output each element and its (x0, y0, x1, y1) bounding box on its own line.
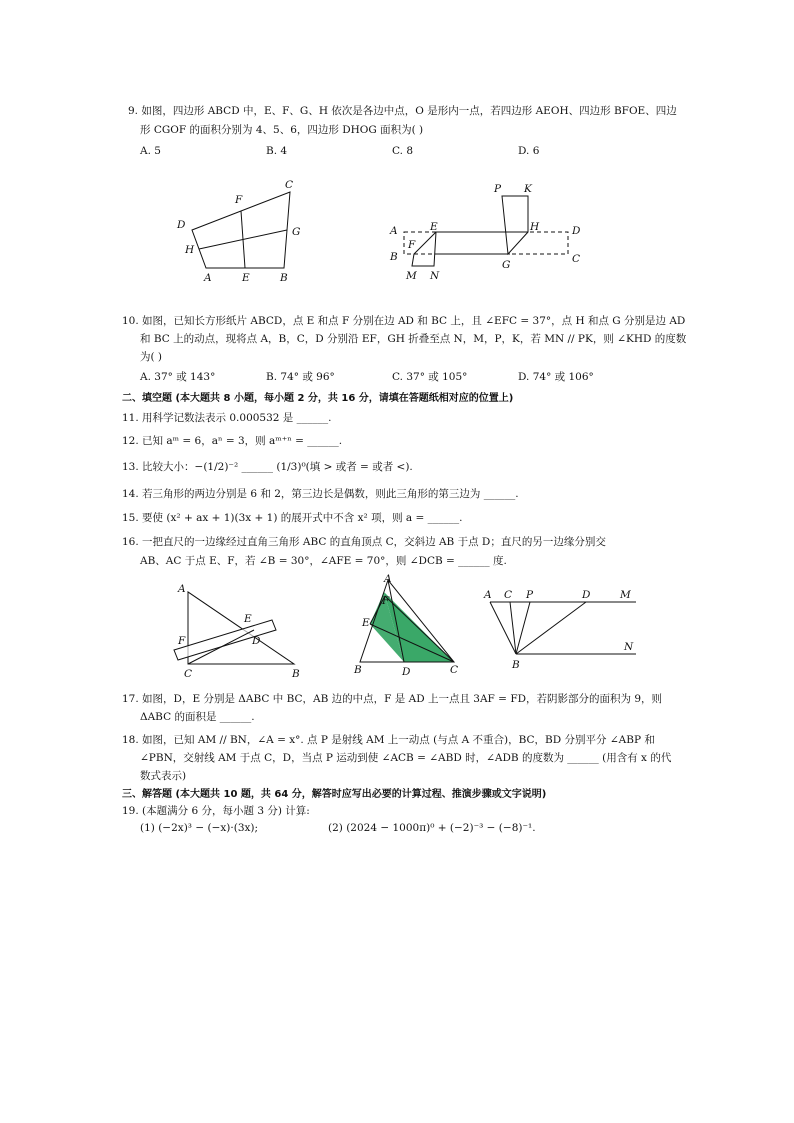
fig18-label-n: N (624, 641, 634, 653)
fig18-label-p: P (526, 589, 534, 601)
q13: 13. 比较大小：−(1/2)⁻² ______ (1/3)⁰(填 > 或者 = 或者 <). (122, 461, 413, 473)
figure-18 (480, 586, 650, 676)
fig17-label-c: C (450, 664, 459, 676)
fig9a-label-h: H (185, 244, 195, 256)
fig9b-label-f: F (408, 239, 416, 251)
fig9b-label-k: K (524, 183, 532, 195)
q18-line1: 18. 如图，已知 AM // BN，∠A = x°. 点 P 是射线 AM 上一动点 (与点 A 不重合)，BC，BD 分别平分 ∠ABP 和 (122, 734, 655, 746)
fig9b-label-a: A (390, 225, 398, 237)
fig9a-label-f: F (235, 194, 243, 206)
fig9a-label-b: B (280, 272, 288, 284)
fig16-label-b: B (292, 668, 300, 680)
fig9b-label-g: G (502, 259, 511, 271)
q12: 12. 已知 aᵐ = 6，aⁿ = 3，则 aᵐ⁺ⁿ = ______. (122, 435, 343, 447)
fig18-label-d: D (582, 589, 591, 601)
q11: 11. 用科学记数法表示 0.000532 是 ______. (122, 412, 332, 424)
section-3-heading: 三、解答题 (本大题共 10 题，共 64 分，解答时应写出必要的计算过程、推演步骤或文字说明) (122, 789, 547, 800)
fig18-label-b: B (512, 659, 520, 671)
section-2-heading: 二、填空题 (本大题共 8 小题，每小题 2 分，共 16 分，请填在答题纸相对应的位置上) (122, 393, 514, 404)
q10-option-b: B. 74° 或 96° (266, 371, 335, 383)
fig18-label-c: C (504, 589, 513, 601)
fig9a-label-e: E (242, 272, 250, 284)
q10-option-d: D. 74° 或 106° (518, 371, 594, 383)
fig16-label-a: A (178, 583, 186, 595)
q17-line1: 17. 如图，D，E 分别是 ΔABC 中 BC，AB 边的中点，F 是 AD 上一点且 3AF = FD，若阴影部分的面积为 9，则 (122, 693, 663, 705)
fig9a-label-a: A (204, 272, 212, 284)
q10-line2: 和 BC 上的动点，现将点 A，B，C，D 分别沿 EF，GH 折叠至点 N，M，P，K，若 MN // PK，则 ∠KHD 的度数 (140, 333, 687, 345)
fig18-label-a: A (484, 589, 492, 601)
q10-line1: 10. 如图，已知长方形纸片 ABCD，点 E 和点 F 分别在边 AD 和 BC 上，且 ∠EFC = 37°，点 H 和点 G 分别是边 AD (122, 315, 686, 327)
q10-option-c: C. 37° 或 105° (392, 371, 468, 383)
fig9a-label-g: G (292, 226, 301, 238)
fig9b-label-d: D (572, 225, 581, 237)
q19-part2: (2) (2024 − 1000π)⁰ + (−2)⁻³ − (−8)⁻¹. (328, 822, 536, 834)
fig16-label-c: C (184, 668, 193, 680)
fig9a-label-c: C (285, 179, 294, 191)
figure-16 (170, 578, 310, 678)
q9-option-b: B. 4 (266, 145, 288, 157)
q9-line1: 9. 如图，四边形 ABCD 中，E、F、G、H 依次是各边中点，O 是形内一点，若四边形 AEOH、四边形 BFOE、四边 (128, 105, 677, 117)
figure-9b (390, 178, 590, 288)
q18-line2: ∠PBN，交射线 AM 于点 C，D，当点 P 运动到使 ∠ACB = ∠ABD 时，∠ADB 的度数为 ______ (用含有 x 的代 (140, 752, 672, 764)
q15: 15. 要使 (x² + ax + 1)(3x + 1) 的展开式中不含 x² 项，则 a = ______. (122, 512, 463, 524)
q16-line1: 16. 一把直尺的一边缘经过直角三角形 ABC 的直角顶点 C，交斜边 AB 于点 D；直尺的另一边缘分别交 (122, 536, 606, 548)
figure-9a (172, 178, 332, 288)
fig9a-label-d: D (177, 219, 186, 231)
q10-line3: 为( ) (140, 351, 163, 363)
fig17-label-f: F (382, 595, 390, 607)
fig9b-label-m: M (406, 270, 417, 282)
q9-option-d: D. 6 (518, 145, 540, 157)
fig17-label-d: D (402, 666, 411, 678)
q14: 14. 若三角形的两边分别是 6 和 2，第三边长是偶数，则此三角形的第三边为 ______. (122, 488, 519, 500)
q19-line1: 19. (本题满分 6 分，每小题 3 分) 计算: (122, 805, 310, 817)
fig9b-label-c: C (572, 253, 581, 265)
fig9b-label-h: H (530, 221, 540, 233)
fig16-label-e: E (244, 613, 252, 625)
fig17-label-b: B (354, 664, 362, 676)
fig9b-label-b: B (390, 251, 398, 263)
fig9b-label-p: P (494, 183, 502, 195)
q9-option-a: A. 5 (140, 145, 161, 157)
fig16-label-d: D (252, 635, 261, 647)
fig18-label-m: M (620, 589, 631, 601)
fig17-label-e: E (362, 617, 370, 629)
q16-line2: AB、AC 于点 E、F，若 ∠B = 30°，∠AFE = 70°，则 ∠DCB = ______ 度. (140, 555, 507, 567)
q18-line3: 数式表示) (140, 770, 187, 782)
q10-option-a: A. 37° 或 143° (140, 371, 216, 383)
fig17-label-a: A (384, 573, 392, 585)
fig16-label-f: F (178, 635, 186, 647)
q9-line2: 形 CGOF 的面积分别为 4、5、6，四边形 DHOG 面积为( ) (140, 124, 424, 136)
q19-part1: (1) (−2x)³ − (−x)·(3x); (140, 822, 259, 834)
q9-option-c: C. 8 (392, 145, 414, 157)
figure-17 (352, 574, 462, 679)
fig9b-label-n: N (430, 270, 440, 282)
q17-line2: ΔABC 的面积是 ______. (140, 711, 255, 723)
fig9b-label-e: E (430, 221, 438, 233)
